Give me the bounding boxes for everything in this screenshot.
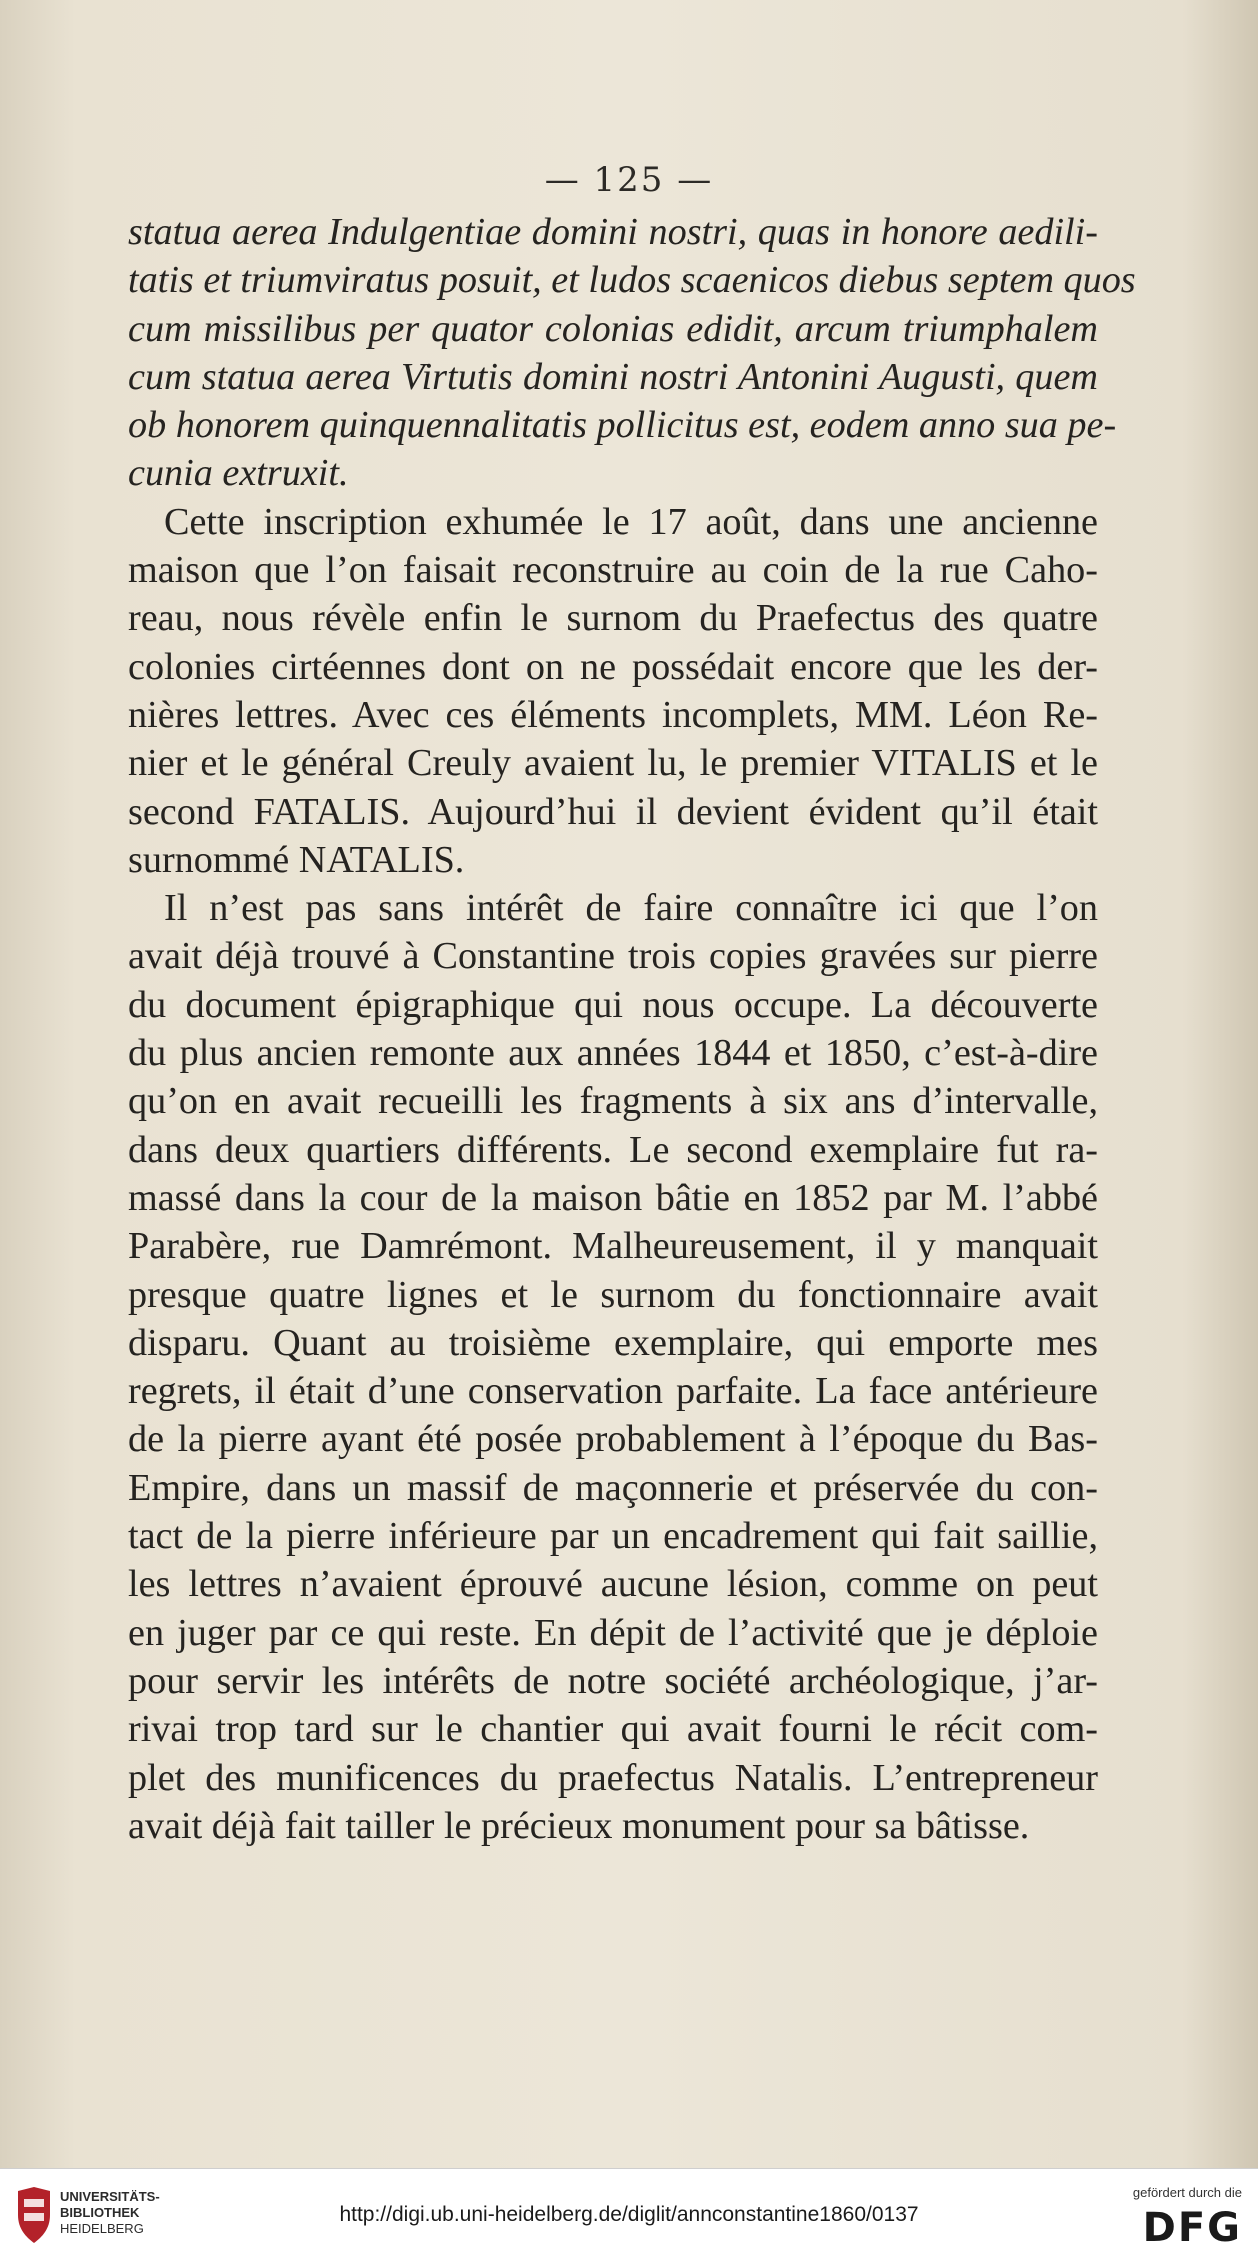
text-line: en juger par ce qui reste. En dépit de l’activité que je déploie bbox=[128, 1611, 1098, 1654]
text-line: nières lettres. Avec ces éléments incomplets, MM. Léon Re- bbox=[128, 693, 1098, 736]
text-line: maison que l’on faisait reconstruire au coin de la rue Caho- bbox=[128, 549, 1098, 592]
footer-bar bbox=[0, 2168, 1258, 2260]
permalink-url[interactable]: http://digi.ub.uni-heidelberg.de/diglit/annconstantine1860/0137 bbox=[339, 2203, 919, 2226]
text-line: disparu. Quant au troisième exemplaire, qui emporte mes bbox=[128, 1321, 1098, 1364]
text-line: plet des munificences du praefectus Natalis. L’entrepreneur bbox=[128, 1756, 1098, 1799]
page-number: — 125 — bbox=[544, 160, 714, 200]
text-line: cum statua aerea Virtutis domini nostri Antonini Augusti, quem bbox=[128, 355, 1098, 398]
text-line: rivai trop tard sur le chantier qui avait fourni le récit com- bbox=[128, 1708, 1098, 1751]
text-line: du document épigraphique qui nous occupe. La découverte bbox=[128, 983, 1098, 1026]
text-line: tatis et triumviratus posuit, et ludos scaenicos diebus septem quos bbox=[128, 259, 1136, 302]
text-line: surnommé NATALIS. bbox=[128, 838, 465, 881]
text-line: colonies cirtéennes dont on ne possédait encore que les der- bbox=[128, 645, 1098, 688]
text-line: Parabère, rue Damrémont. Malheureusement, il y manquait bbox=[128, 1225, 1098, 1268]
library-name-line2: BIBLIOTHEK bbox=[60, 2205, 140, 2220]
text-line: cum missilibus per quator colonias edidit, arcum triumphalem bbox=[128, 307, 1098, 350]
text-line: nier et le général Creuly avaient lu, le premier VITALIS et le bbox=[128, 742, 1098, 785]
text-line: ob honorem quinquennalitatis pollicitus est, eodem anno sua pe- bbox=[128, 404, 1117, 447]
text-line: presque quatre lignes et le surnom du fonctionnaire avait bbox=[128, 1273, 1098, 1316]
text-line: tact de la pierre inférieure par un encadrement qui fait saillie, bbox=[128, 1515, 1098, 1558]
text-line: Il n’est pas sans intérêt de faire connaître ici que l’on bbox=[164, 887, 1098, 930]
text-line: avait déjà trouvé à Constantine trois copies gravées sur pierre bbox=[128, 935, 1098, 978]
text-line: massé dans la cour de la maison bâtie en 1852 par M. l’abbé bbox=[128, 1176, 1098, 1219]
text-line: pour servir les intérêts de notre société archéologique, j’ar- bbox=[128, 1659, 1098, 1702]
text-line: statua aerea Indulgentiae domini nostri, quas in honore aedili- bbox=[128, 211, 1098, 253]
dfg-logo: DFG bbox=[1142, 2205, 1242, 2251]
text-line: Empire, dans un massif de maçonnerie et préservée du con- bbox=[128, 1466, 1098, 1509]
text-line: cunia extruxit. bbox=[128, 452, 349, 495]
text-line: Cette inscription exhumée le 17 août, dans une ancienne bbox=[164, 500, 1098, 543]
text-line: qu’on en avait recueilli les fragments à six ans d’intervalle, bbox=[128, 1080, 1098, 1123]
library-name-line1: UNIVERSITÄTS- bbox=[60, 2189, 160, 2204]
body-text bbox=[128, 208, 1136, 1850]
text-line: dans deux quartiers différents. Le second exemplaire fut ra- bbox=[128, 1128, 1098, 1171]
funder-caption: gefördert durch die bbox=[1132, 2185, 1242, 2200]
text-line: avait déjà fait tailler le précieux monument pour sa bâtisse. bbox=[128, 1804, 1030, 1847]
text-line: second FATALIS. Aujourd’hui il devient évident qu’il était bbox=[128, 790, 1098, 833]
text-line: du plus ancien remonte aux années 1844 et 1850, c’est-à-dire bbox=[128, 1032, 1098, 1075]
text-line: les lettres n’avaient éprouvé aucune lésion, comme on peut bbox=[128, 1563, 1098, 1606]
library-name-line3: HEIDELBERG bbox=[60, 2221, 144, 2236]
text-line: de la pierre ayant été posée probablement à l’époque du Bas- bbox=[128, 1418, 1098, 1461]
text-line: regrets, il était d’une conservation parfaite. La face antérieure bbox=[128, 1370, 1098, 1413]
text-line: reau, nous révèle enfin le surnom du Praefectus des quatre bbox=[128, 597, 1098, 640]
